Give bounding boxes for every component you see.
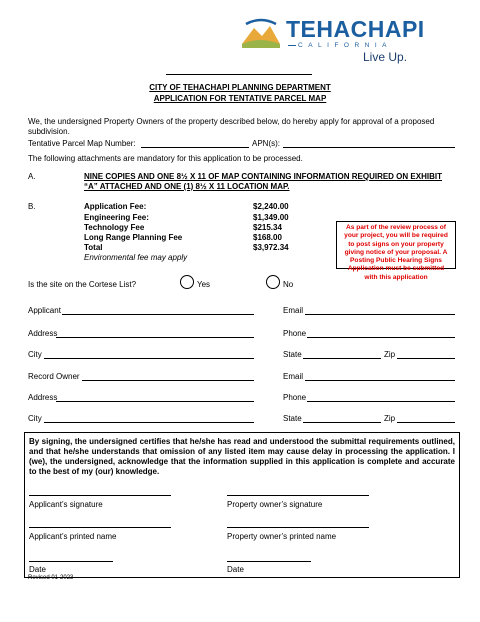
fee-label: Application Fee: [84, 202, 147, 211]
applicant-input[interactable] [62, 304, 254, 315]
owner-signature-line [227, 495, 369, 496]
owner-date-line [227, 561, 311, 562]
owner-state-input[interactable] [303, 412, 381, 423]
fee-label: Engineering Fee: [84, 213, 149, 222]
logo-name: TEHACHAPI [286, 16, 425, 42]
owner-signature-label: Property owner’s signature [227, 500, 323, 509]
phone-label: Phone [283, 393, 307, 402]
logo-divider [288, 45, 296, 46]
logo-subtitle: CALIFORNIA [298, 42, 393, 49]
applicant-signature-label: Applicant’s signature [29, 500, 103, 509]
zip-label: Zip [384, 414, 396, 423]
record-owner-label: Record Owner [28, 372, 80, 381]
applicant-label: Applicant [28, 306, 61, 315]
fee-amount: $1,349.00 [253, 213, 289, 222]
apn-input[interactable] [283, 137, 455, 148]
posting-notice-text: As part of the review process of your project, you will be required to post signs on your property giving notice of your proposal. A Posting Public Hearing Signs Application must be submitted with this application [344, 224, 448, 281]
cortese-no-label: No [283, 280, 294, 289]
item-b-letter: B. [28, 202, 36, 211]
applicant-date-line [29, 561, 113, 562]
intro-text: We, the undersigned Property Owners of the property described below, do hereby apply for approval of a proposed subdivision. [28, 117, 435, 136]
owner-address-input[interactable] [56, 391, 254, 402]
fee-label: Long Range Planning Fee [84, 233, 183, 242]
email-label: Email [283, 306, 304, 315]
owner-city-input[interactable] [44, 412, 254, 423]
address-label: Address [28, 329, 58, 338]
fee-amount: $215.34 [253, 223, 282, 232]
zip-label: Zip [384, 350, 396, 359]
city-label: City [28, 350, 42, 359]
fee-total-amount: $3,972.34 [253, 243, 289, 252]
certification-text: By signing, the undersigned certifies that he/she has read and understood the submittal requirements outlined, and that he/she understands that omission of any listed item may cause delay in processing the application. I (we), the undersigned, acknowledge that the information supplied in this application is complete and accurate to the best of my (our) knowledge. [29, 437, 455, 476]
phone-label: Phone [283, 329, 307, 338]
applicant-name-label: Applicant’s printed name [29, 532, 117, 541]
applicant-address-input[interactable] [56, 327, 254, 338]
cortese-yes-radio[interactable] [180, 275, 194, 289]
cortese-yes-label: Yes [197, 280, 211, 289]
mountain-sun-icon [240, 14, 282, 54]
fee-amount: $2,240.00 [253, 202, 289, 211]
owner-name-label: Property owner’s printed name [227, 532, 337, 541]
item-a-letter: A. [28, 172, 36, 181]
city-logo [240, 14, 440, 70]
city-label: City [28, 414, 42, 423]
cortese-question: Is the site on the Cortese List? [28, 280, 137, 289]
applicant-signature-line [29, 495, 171, 496]
address-label: Address [28, 393, 58, 402]
certification-box [24, 432, 460, 578]
revision-note: Revised 01-2023 [28, 575, 74, 581]
applicant-name-line [29, 527, 171, 528]
owner-email-input[interactable] [305, 370, 455, 381]
state-label: State [283, 414, 302, 423]
logo-tagline: Live Up. [363, 50, 408, 64]
state-label: State [283, 350, 302, 359]
fee-amount: $168.00 [253, 233, 282, 242]
email-label: Email [283, 372, 304, 381]
applicant-email-input[interactable] [305, 304, 455, 315]
owner-name-line [227, 527, 369, 528]
cortese-no-radio[interactable] [266, 275, 280, 289]
fee-label: Technology Fee [84, 223, 145, 232]
applicant-zip-input[interactable] [397, 348, 455, 359]
header-title-2: APPLICATION FOR TENTATIVE PARCEL MAP [153, 94, 327, 103]
fee-total-label: Total [84, 243, 103, 252]
attachments-text: The following attachments are mandatory for this application to be processed. [28, 154, 303, 163]
applicant-date-label: Date [29, 565, 46, 574]
header-top-rule [166, 74, 312, 75]
env-fee-note: Environmental fee may apply [84, 253, 188, 262]
tpm-number-input[interactable] [141, 137, 249, 148]
item-a-text: NINE COPIES AND ONE 8½ X 11 OF MAP CONTAINING INFORMATION REQUIRED ON EXHIBIT “A” ATTACHED AND ONE (1) 8½ X 11 LOCATION MAP. [84, 172, 442, 191]
owner-date-label: Date [227, 565, 244, 574]
owner-zip-input[interactable] [397, 412, 455, 423]
posting-notice-box [336, 221, 456, 281]
apn-label: APN(s): [252, 139, 280, 148]
owner-phone-input[interactable] [307, 391, 455, 402]
applicant-state-input[interactable] [303, 348, 381, 359]
applicant-phone-input[interactable] [307, 327, 455, 338]
applicant-city-input[interactable] [44, 348, 254, 359]
tpm-label: Tentative Parcel Map Number: [28, 139, 136, 148]
record-owner-input[interactable] [82, 370, 254, 381]
header-title-1: CITY OF TEHACHAPI PLANNING DEPARTMENT [149, 83, 331, 92]
